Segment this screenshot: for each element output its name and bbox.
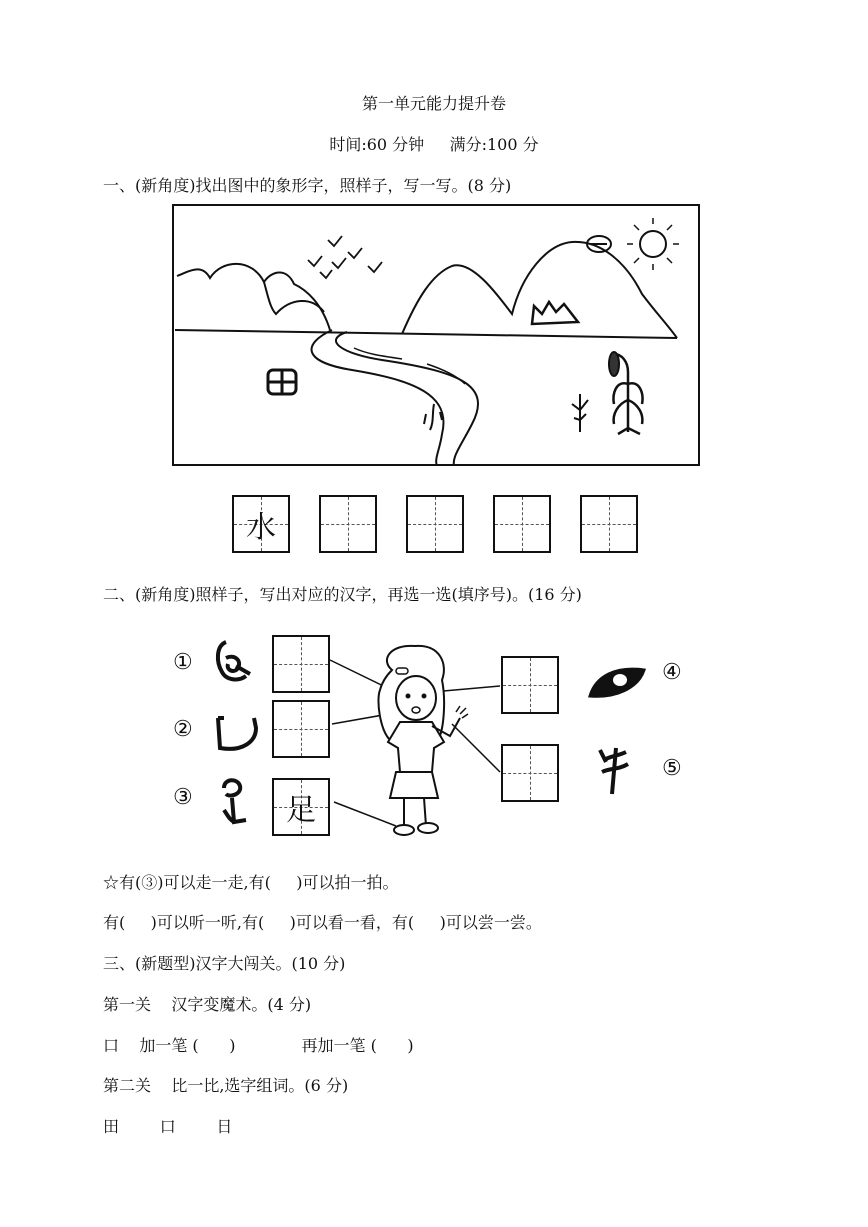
foot-glyph-icon (218, 776, 256, 832)
answer-grid-4[interactable] (580, 495, 638, 553)
label-2: ② (173, 717, 193, 742)
section3-heading: 三、(新题型)汉字大闯关。(10 分) (103, 954, 346, 973)
answer-grid-hand[interactable] (501, 744, 559, 802)
answer-grid-mouth[interactable] (272, 700, 330, 758)
answer-grid-2[interactable] (406, 495, 464, 553)
example-grid-shui (232, 495, 290, 553)
label-4: ④ (662, 660, 682, 685)
ear-glyph-icon (212, 636, 256, 688)
example-char: 水 (246, 510, 276, 545)
page-title: 第一单元能力提升卷 (361, 94, 506, 113)
level1-heading: 第一关 汉字变魔术。(4 分) (103, 995, 312, 1014)
example-char-foot: 足 (286, 793, 316, 828)
landscape-illustration (172, 204, 700, 466)
fill-sentence-1: ☆有(③)可以走一走,有( )可以拍一拍。 (103, 873, 399, 892)
mouth-glyph-icon (212, 712, 260, 754)
example-grid-foot (272, 778, 330, 836)
section1-heading: 一、(新角度)找出图中的象形字，照样子，写一写。(8 分) (103, 176, 512, 195)
girl-illustration (320, 640, 510, 840)
label-5: ⑤ (662, 756, 682, 781)
level2-chars: 田 口 日 (103, 1117, 233, 1136)
answer-grid-ear[interactable] (272, 635, 330, 693)
hand-glyph-icon (596, 742, 636, 798)
exam-info: 时间:60 分钟 满分:100 分 (329, 135, 539, 154)
answer-grid-1[interactable] (319, 495, 377, 553)
answer-grid-3[interactable] (493, 495, 551, 553)
section2-heading: 二、(新角度)照样子，写出对应的汉字，再选一选(填序号)。(16 分) (103, 585, 582, 604)
label-1: ① (173, 650, 193, 675)
answer-grid-eye[interactable] (501, 656, 559, 714)
level1-question: 口 加一笔 ( ) 再加一笔 ( ) (103, 1036, 414, 1055)
eye-glyph-icon (586, 662, 648, 700)
level2-heading: 第二关 比一比,选字组词。(6 分) (103, 1076, 349, 1095)
fill-sentence-2: 有( )可以听一听,有( )可以看一看，有( )可以尝一尝。 (103, 913, 542, 932)
label-3: ③ (173, 785, 193, 810)
